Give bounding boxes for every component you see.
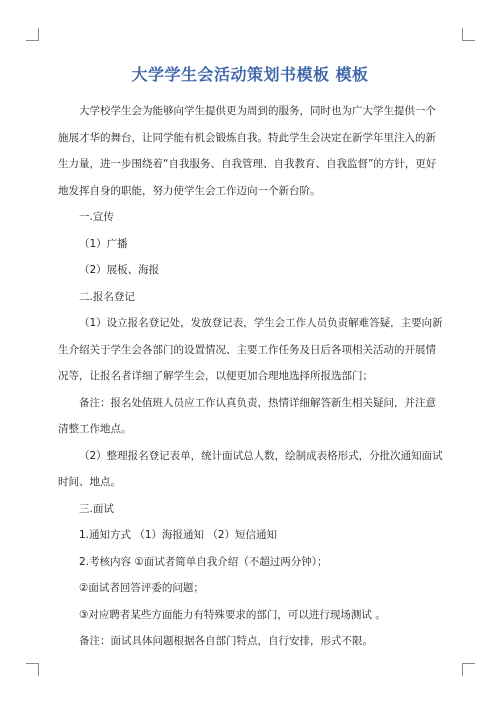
crop-mark-bottom-right: [462, 663, 475, 676]
list-item: 1.通知方式 （1）海报通知 （2）短信通知: [79, 529, 278, 541]
list-item: （2）展板、海报: [79, 264, 160, 276]
intro-paragraph: 大学校学生会为能够向学生提供更为周到的服务，同时也为广大学生提供一个施展才华的舞台，让同学能有机会锻炼自我。特此学生会决定在新学年里注入的新生力量，进一步围绕着“自我服务、自我管理、自我教育、自我监督”的方针，更好地发挥自身的职能，努力使学生会工作迈向一个新台阶。: [58, 105, 437, 197]
crop-mark-top-right: [462, 28, 475, 41]
document-body: [58, 98, 446, 655]
list-item: ③对应聘者某些方面能力有特殊要求的部门，可以进行现场测试 。: [79, 608, 386, 621]
crop-mark-bottom-left: [26, 663, 39, 676]
list-item: （1）广播: [79, 237, 128, 250]
section-heading-interview: 三.面试: [79, 502, 114, 515]
section-heading-registration: 二.报名登记: [79, 290, 135, 303]
section-heading-publicity: 一.宣传: [79, 211, 114, 223]
body-paragraph: （2）整理报名登记表单，统计面试总人数，绘制成表格形式，分批次通知面试时间、地点。: [58, 449, 443, 488]
body-paragraph: （1）设立报名登记处，发放登记表，学生会工作人员负责解难答疑，主要向新生介绍关于学生会各部门的设置情况、主要工作任务及日后各项相关活动的开展情况等，让报名者详细了解学生会，以便更加合理地选择所报选部门；: [58, 317, 443, 382]
list-item: ②面试者回答评委的问题；: [79, 582, 204, 594]
list-item: 2.考核内容 ①面试者简单自我介绍（不超过两分钟）；: [79, 555, 328, 568]
crop-mark-top-left: [26, 28, 39, 41]
note-paragraph: 备注：面试具体问题根据各自部门特点，自行安排，形式不限。: [79, 635, 373, 647]
note-paragraph: 备注：报名处值班人员应工作认真负责，热情详细解答新生相关疑问，并注意清整工作地点。: [58, 396, 436, 435]
document-title: 大学学生会活动策划书模板 模板: [131, 65, 369, 84]
